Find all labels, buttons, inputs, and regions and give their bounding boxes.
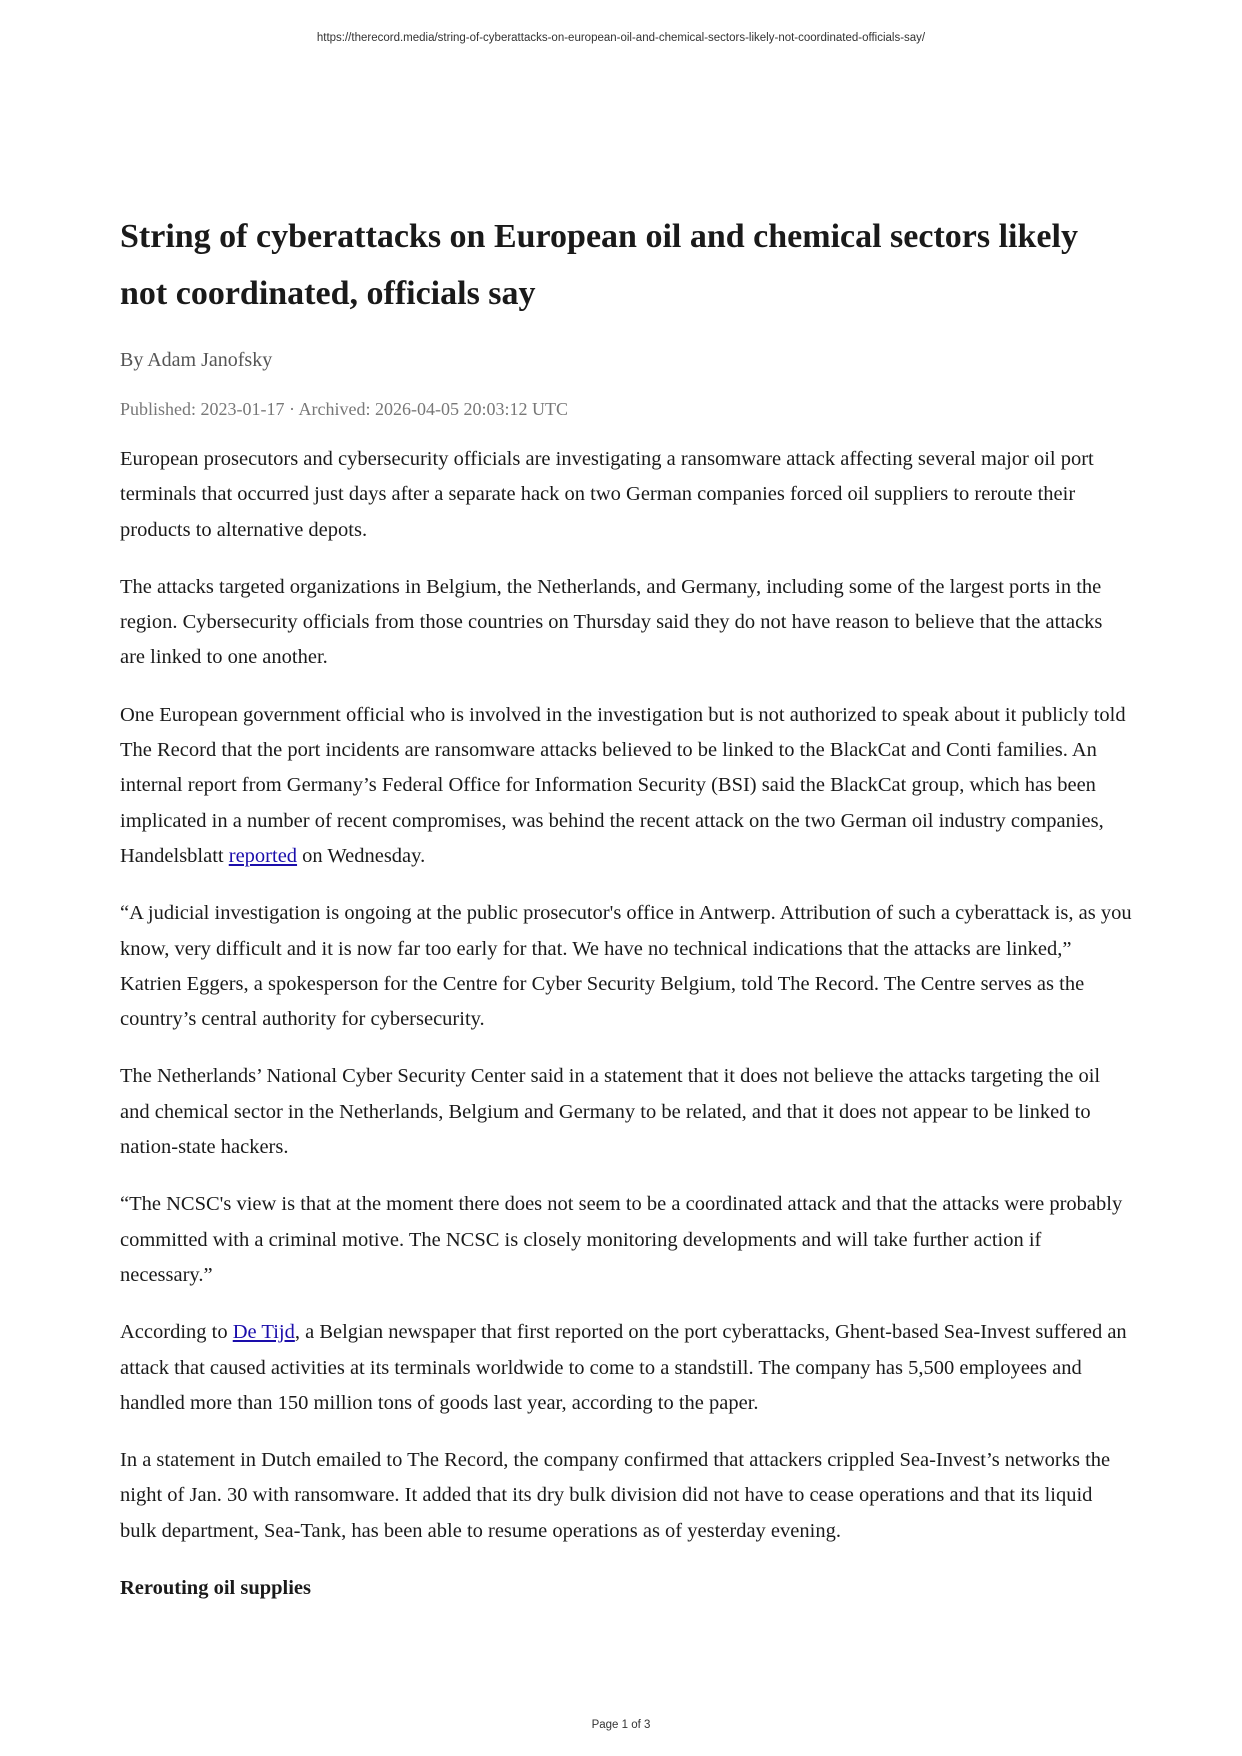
paragraph-6: “The NCSC's view is that at the moment there does not seem to be a coordinated attack and that the attacks were probably committed with a criminal motive. The NCSC is closely monitoring developments and will take further action if necessary.” xyxy=(120,1193,1123,1286)
paragraph-5: The Netherlands’ National Cyber Security Center said in a statement that it does not believe the attacks targeting the oil and chemical sector in the Netherlands, Belgium and Germany to be related, and that it does not appear to be linked to nation-state hackers. xyxy=(120,1065,1101,1159)
article xyxy=(120,208,1132,1606)
paragraph-3 xyxy=(120,698,1132,874)
paragraph-1: European prosecutors and cybersecurity officials are investigating a ransomware attack affecting several major oil port terminals that occurred just days after a separate hack on two German companies forced oil suppliers to reroute their products to alternative depots. xyxy=(120,448,1094,541)
page-number-footer: Page 1 of 3 xyxy=(591,1719,651,1731)
paragraph-2: The attacks targeted organizations in Belgium, the Netherlands, and Germany, including some of the largest ports in the region. Cybersecurity officials from those countries on Thursday said they do not have reason to believe that the attacks are linked to one another. xyxy=(120,575,1103,669)
section-heading: Rerouting oil supplies xyxy=(120,1577,311,1600)
paragraph-7 xyxy=(120,1315,1132,1421)
paragraph-3-text-end: on Wednesday. xyxy=(297,844,426,867)
paragraph-4: “A judicial investigation is ongoing at the public prosecutor's office in Antwerp. Attribution of such a cyberattack is, as you know, very difficult and it is now far too early for that. We have no technical indications that the attacks are linked,” Katrien Eggers, a spokesperson for the Centre for Cyber Security Belgium, told The Record. The Centre serves as the country’s central authority for cybersecurity. xyxy=(120,902,1132,1031)
article-meta: Published: 2023-01-17 · Archived: 2026-04-05 20:03:12 UTC xyxy=(120,399,568,419)
de-tijd-link[interactable]: De Tijd xyxy=(232,1321,295,1344)
article-body xyxy=(120,442,1132,1606)
page-url-header: https://therecord.media/string-of-cyberattacks-on-european-oil-and-chemical-sectors-likely-not-coordinated-officials-say/ xyxy=(316,32,926,44)
article-title: String of cyberattacks on European oil and chemical sectors likely not coordinated, officials say xyxy=(120,218,1078,312)
article-byline: By Adam Janofsky xyxy=(120,349,273,371)
paragraph-3-text-start: One European government official who is involved in the investigation but is not authorized to speak about it publicly told The Record that the port incidents are ransomware attacks believed to be linked to the BlackCat and Conti families. An internal report from Germany’s Federal Office for Information Security (BSI) said the BlackCat group, which has been implicated in a number of recent compromises, was behind the recent attack on the two German oil industry companies, Handelsblatt xyxy=(120,703,1126,867)
paragraph-7-text-start: According to xyxy=(120,1321,233,1344)
paragraph-8: In a statement in Dutch emailed to The Record, the company confirmed that attackers crippled Sea-Invest’s networks the night of Jan. 30 with ransomware. It added that its dry bulk division did not have to cease operations and that its liquid bulk department, Sea-Tank, has been able to resume operations as of yesterday evening. xyxy=(120,1449,1111,1542)
paragraph-7-text-end: , a Belgian newspaper that first reported on the port cyberattacks, Ghent-based Sea-Invest suffered an attack that caused activities at its terminals worldwide to come to a standstill. The company has 5,500 employees and handled more than 150 million tons of goods last year, according to the paper. xyxy=(120,1321,1127,1414)
reported-link[interactable]: reported xyxy=(228,844,298,867)
